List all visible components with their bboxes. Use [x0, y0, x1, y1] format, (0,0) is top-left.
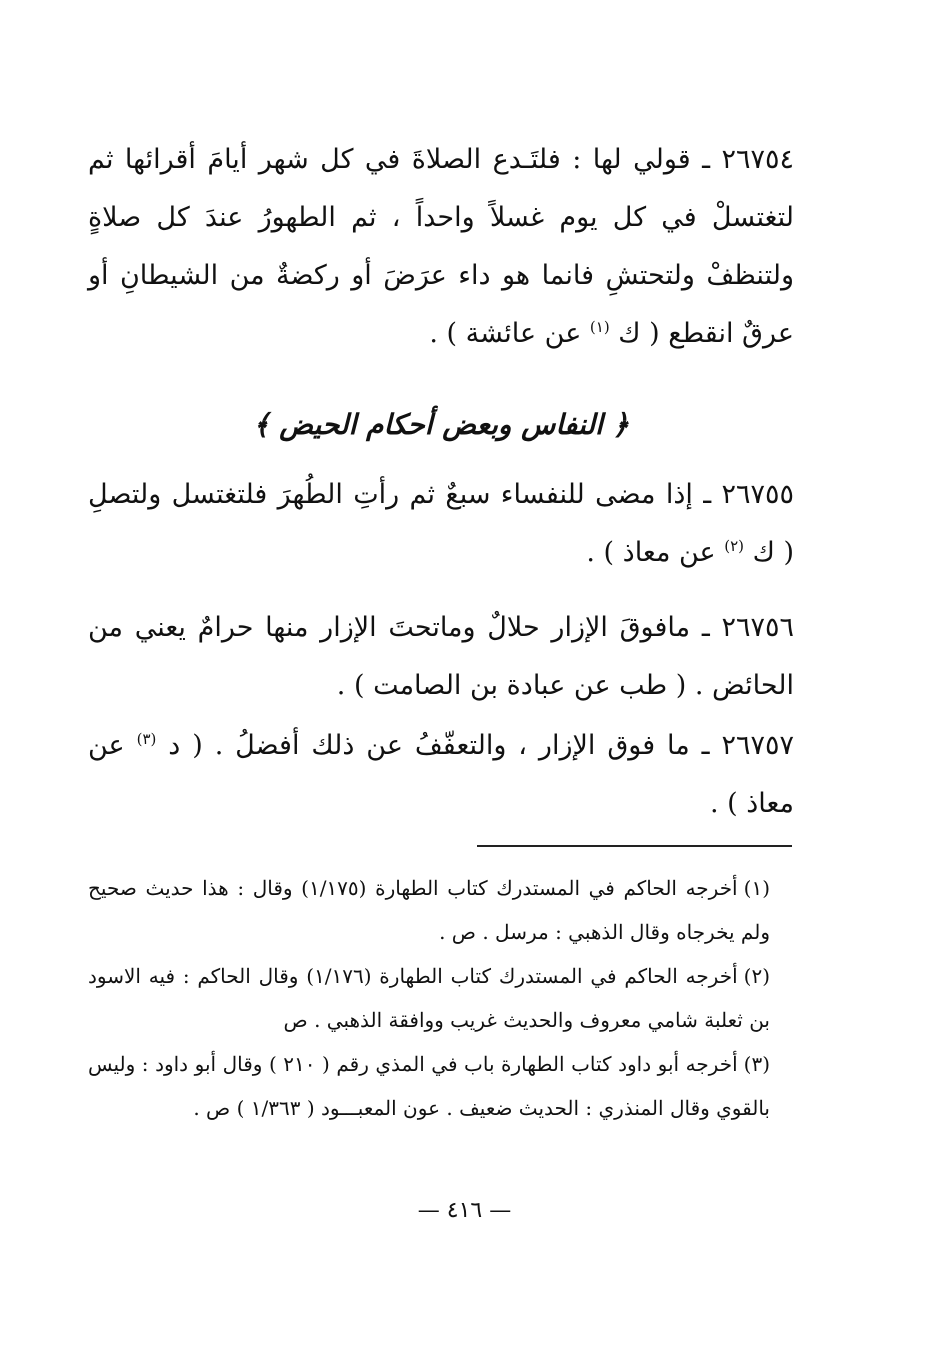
hadith-26757 [88, 717, 794, 833]
hadith-dash: ـ [692, 479, 712, 510]
footnote-text: أخرجه أبو داود كتاب الطهارة باب في المذي رقم ( ٢١٠ ) وقال أبو داود : وليس بالقوي وقال المنذري : الحديث ضعيف . عون المعبـــود ( ١/٣٦٣ ) ص . [88, 1052, 770, 1120]
hadith-text: مافوقَ الإزار حلالٌ وماتحتَ الإزار منها حرامٌ يعني من الحائض . [88, 612, 794, 701]
hadith-text: إذا مضى للنفساء سبعٌ ثم رأتِ الطُهرَ فلتغتسل ولتصلِ [88, 479, 693, 510]
hadith-source-close: عن عائشة ) . [429, 318, 582, 349]
footnote-ref: (١) [589, 318, 610, 336]
hadith-number: ٢٦٧٥٥ [721, 479, 794, 510]
hadith-source-open: ( ك [752, 537, 794, 568]
hadith-source: ( طب عن عبادة بن الصامت ) . [336, 670, 687, 701]
hadith-number: ٢٦٧٥٦ [721, 612, 794, 643]
hadith-source-open: ( د [168, 730, 203, 761]
hadith-number: ٢٦٧٥٤ [721, 144, 795, 175]
footnote-3 [88, 1042, 770, 1130]
page-number: — ٤١٦ — [417, 1198, 512, 1223]
footnote-ref: (٢) [724, 537, 745, 555]
footnotes-section [88, 866, 770, 1130]
footnote-1 [88, 866, 770, 954]
hadith-dash: ـ [689, 730, 710, 761]
footnote-number: (٢) [743, 964, 771, 988]
footnote-ref: (٣) [136, 730, 157, 748]
footnote-2 [88, 954, 770, 1042]
footnote-divider [477, 845, 792, 847]
hadith-dash: ـ [690, 144, 711, 175]
hadith-number: ٢٦٧٥٧ [721, 730, 794, 761]
footnote-number: (١) [743, 876, 770, 900]
hadith-source-close: عن معاذ ) . [586, 537, 716, 568]
hadith-26756 [88, 599, 794, 715]
footnote-text: أخرجه الحاكم في المستدرك كتاب الطهارة (١/١٧٥) وقال : هذا حديث صحيح ولم يخرجاه وقال الذهبي : مرسل . ص . [88, 876, 770, 944]
footnote-text: أخرجه الحاكم في المستدرك كتاب الطهارة (١/١٧٦) وقال الحاكم : فيه الاسود بن ثعلبة شامي معروف والحديث غريب ووافقة الذهبي . ص [88, 964, 770, 1032]
section-heading: ﴿ النفاس وبعض أحكام الحيض ﴾ [253, 408, 629, 441]
hadith-dash: ـ [690, 612, 710, 643]
hadith-source-open: ( ك [618, 318, 660, 349]
footnote-number: (٣) [743, 1052, 771, 1076]
hadith-text: قولي لها : فلتَـدع الصلاةَ في كل شهر أيامَ أقرائها ثم لتغتسلْ في كل يوم غسلاً واحداً ، ثم الطهورُ عندَ كل صلاةٍ ولتنظفْ ولتحتشِ فانما هو داء عرَضَ أو ركضةٌ من الشيطانِ أو عرقٌ انقطع [88, 144, 794, 349]
hadith-text: ما فوق الإزار ، والتعفّفُ عن ذلك أفضلُ . [214, 730, 690, 761]
hadith-source-close: عن معاذ ) . [88, 730, 794, 819]
hadith-26754 [88, 131, 794, 363]
hadith-26755 [88, 466, 794, 582]
